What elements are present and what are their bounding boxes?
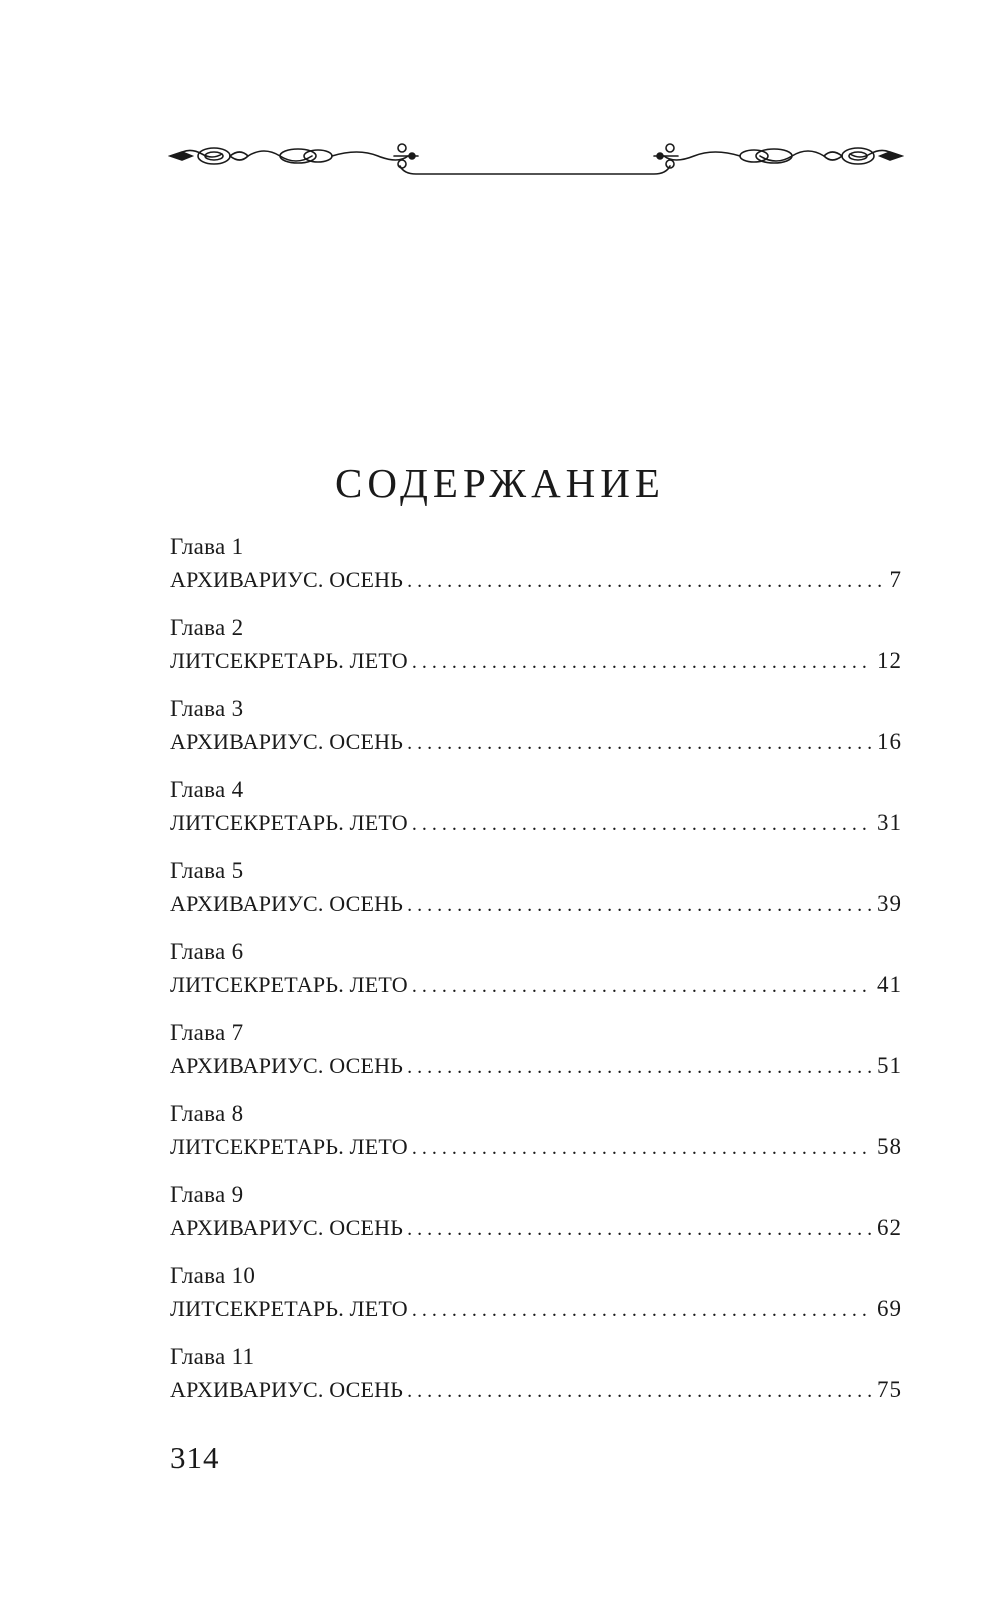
chapter-label: Глава 8 bbox=[170, 1101, 244, 1126]
chapter-label: Глава 1 bbox=[170, 534, 244, 559]
page-reference: 39 bbox=[877, 891, 902, 916]
page-title: СОДЕРЖАНИЕ bbox=[335, 460, 665, 506]
chapter-title: ЛИТСЕКРЕТАРЬ. ЛЕТО bbox=[170, 648, 408, 673]
chapter-title: АРХИВАРИУС. ОСЕНЬ bbox=[170, 567, 404, 592]
dot-leader bbox=[412, 809, 873, 839]
dot-leader bbox=[407, 890, 873, 920]
toc-entry[interactable] bbox=[170, 614, 902, 695]
page-reference: 51 bbox=[877, 1053, 902, 1078]
chapter-title: ЛИТСЕКРЕТАРЬ. ЛЕТО bbox=[170, 1296, 408, 1321]
page-number: 314 bbox=[170, 1440, 220, 1475]
page-reference: 12 bbox=[877, 648, 902, 673]
chapter-title: ЛИТСЕКРЕТАРЬ. ЛЕТО bbox=[170, 972, 408, 997]
toc-entry[interactable] bbox=[170, 1181, 902, 1262]
dot-leader bbox=[407, 566, 885, 596]
chapter-title: АРХИВАРИУС. ОСЕНЬ bbox=[170, 729, 404, 754]
chapter-label: Глава 4 bbox=[170, 777, 244, 802]
dot-leader bbox=[412, 647, 873, 677]
page-reference: 31 bbox=[877, 810, 902, 835]
toc-entry[interactable] bbox=[170, 1019, 902, 1100]
dot-leader bbox=[412, 1133, 873, 1163]
chapter-title: АРХИВАРИУС. ОСЕНЬ bbox=[170, 1053, 404, 1078]
toc-entry[interactable] bbox=[170, 857, 902, 938]
toc-entry[interactable] bbox=[170, 1100, 902, 1181]
page-reference: 69 bbox=[877, 1296, 902, 1321]
toc-entry[interactable] bbox=[170, 1262, 902, 1343]
chapter-title: АРХИВАРИУС. ОСЕНЬ bbox=[170, 1215, 404, 1240]
dot-leader bbox=[407, 1376, 873, 1406]
toc-entry[interactable] bbox=[170, 776, 902, 857]
chapter-label: Глава 10 bbox=[170, 1263, 256, 1288]
chapter-title: АРХИВАРИУС. ОСЕНЬ bbox=[170, 891, 404, 916]
dot-leader bbox=[407, 1214, 873, 1244]
dot-leader bbox=[412, 971, 873, 1001]
toc-entry[interactable] bbox=[170, 938, 902, 1019]
dot-leader bbox=[412, 1295, 873, 1325]
chapter-label: Глава 7 bbox=[170, 1020, 244, 1045]
toc-entry[interactable] bbox=[170, 1343, 902, 1424]
toc-entry[interactable] bbox=[170, 533, 902, 614]
chapter-title: АРХИВАРИУС. ОСЕНЬ bbox=[170, 1377, 404, 1402]
chapter-label: Глава 11 bbox=[170, 1344, 255, 1369]
floral-divider-ornament-icon bbox=[168, 136, 904, 186]
dot-leader bbox=[407, 728, 873, 758]
table-of-contents bbox=[170, 533, 902, 1424]
page-reference: 7 bbox=[889, 567, 902, 592]
chapter-label: Глава 9 bbox=[170, 1182, 244, 1207]
chapter-label: Глава 6 bbox=[170, 939, 244, 964]
page-reference: 41 bbox=[877, 972, 902, 997]
dot-leader bbox=[407, 1052, 873, 1082]
chapter-label: Глава 3 bbox=[170, 696, 244, 721]
chapter-label: Глава 5 bbox=[170, 858, 244, 883]
page-reference: 62 bbox=[877, 1215, 902, 1240]
page-reference: 16 bbox=[877, 729, 902, 754]
toc-entry[interactable] bbox=[170, 695, 902, 776]
page-reference: 75 bbox=[877, 1377, 902, 1402]
chapter-title: ЛИТСЕКРЕТАРЬ. ЛЕТО bbox=[170, 810, 408, 835]
page-reference: 58 bbox=[877, 1134, 902, 1159]
chapter-title: ЛИТСЕКРЕТАРЬ. ЛЕТО bbox=[170, 1134, 408, 1159]
chapter-label: Глава 2 bbox=[170, 615, 244, 640]
